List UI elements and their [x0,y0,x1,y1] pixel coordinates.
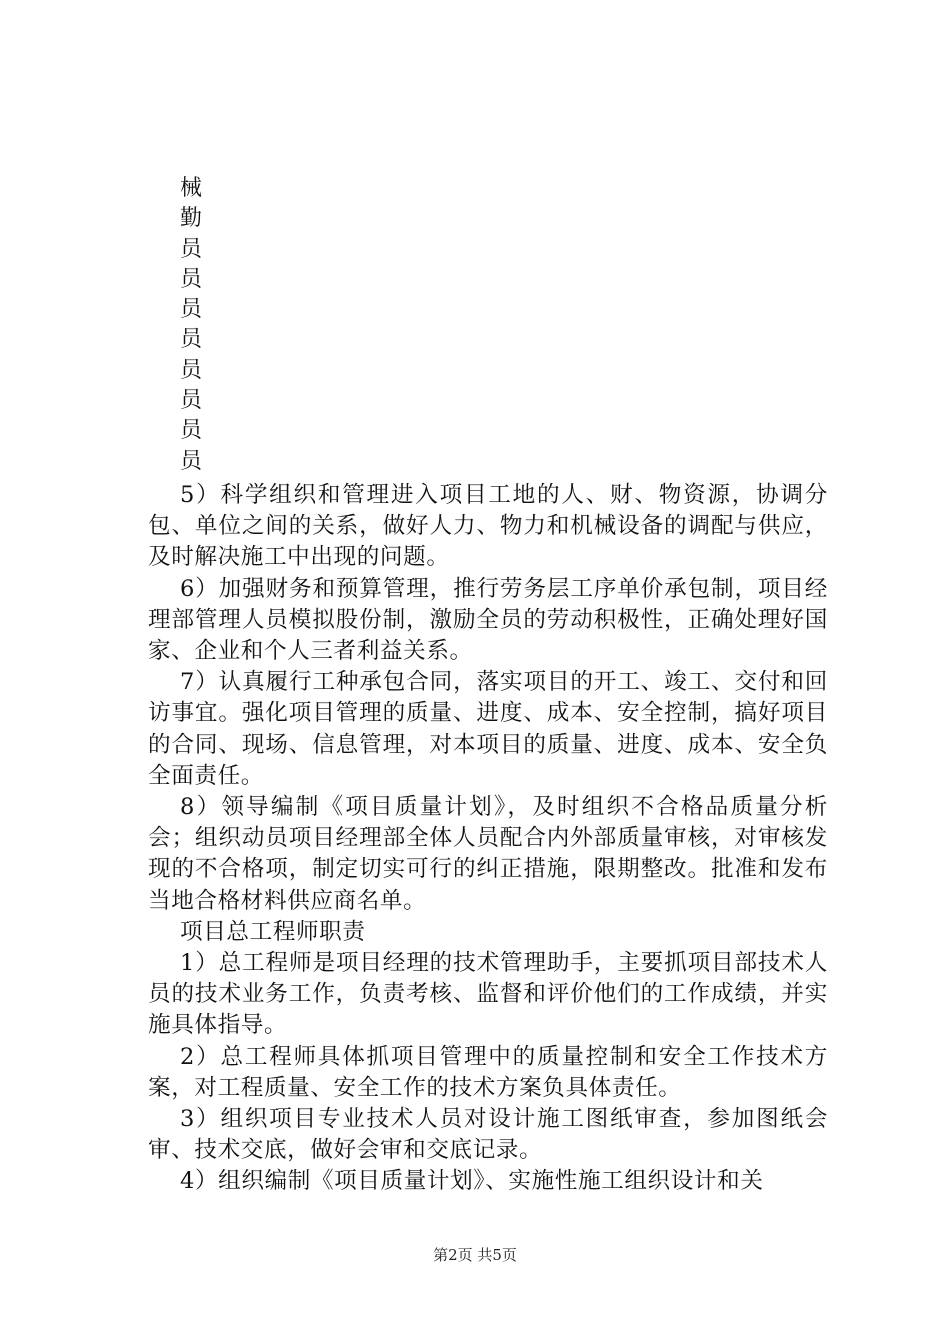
vertical-char: 员 [180,388,203,414]
page-footer [0,1245,950,1265]
vertical-char: 员 [180,266,203,292]
vertical-char: 员 [180,357,203,383]
paragraph-item-7: 7）认真履行工种承包合同，落实项目的开工、竣工、交付和回访事宜。强化项目管理的质量、进度、成本、安全控制，搞好项目的合同、现场、信息管理，对本项目的质量、进度、成本、安全负全面责任。 [148,669,828,789]
vertical-text-column [180,174,210,477]
vertical-char: 员 [180,327,203,353]
vertical-char: 械 [180,176,203,201]
page-number: 第2页 共5页 [433,1246,517,1264]
paragraph-item-4: 4）组织编制《项目质量计划》、实施性施工组织设计和关 [180,1168,764,1195]
vertical-char: 员 [180,418,203,444]
document-body [148,480,828,1198]
vertical-char: 员 [180,448,203,474]
paragraph-item-5: 5）科学组织和管理进入项目工地的人、财、物资源，协调分包、单位之间的关系，做好人力、物力和机械设备的调配与供应，及时解决施工中出现的问题。 [148,482,828,571]
vertical-char: 勤 [180,206,203,232]
paragraph-item-8: 8）领导编制《项目质量计划》，及时组织不合格品质量分析会；组织动员项目经理部全体人员配合内外部质量审核，对审核发现的不合格项，制定切实可行的纠正措施，限期整改。批准和发布当地合格材料供应商名单。 [148,794,828,914]
vertical-char: 员 [180,236,203,262]
section-heading: 项目总工程师职责 [180,918,366,945]
paragraph-item-6: 6）加强财务和预算管理，推行劳务层工序单价承包制，项目经理部管理人员模拟股份制，激励全员的劳动积极性，正确处理好国家、企业和个人三者利益关系。 [148,575,828,665]
vertical-char: 员 [180,297,203,323]
paragraph-item-3: 3）组织项目专业技术人员对设计施工图纸审查，参加图纸会审、技术交底，做好会审和交底记录。 [148,1106,828,1164]
paragraph-item-1: 1）总工程师是项目经理的技术管理助手，主要抓项目部技术人员的技术业务工作，负责考核、监督和评价他们的工作成绩，并实施具体指导。 [148,950,828,1039]
paragraph-item-2: 2）总工程师具体抓项目管理中的质量控制和安全工作技术方案，对工程质量、安全工作的技术方案负具体责任。 [148,1043,828,1101]
